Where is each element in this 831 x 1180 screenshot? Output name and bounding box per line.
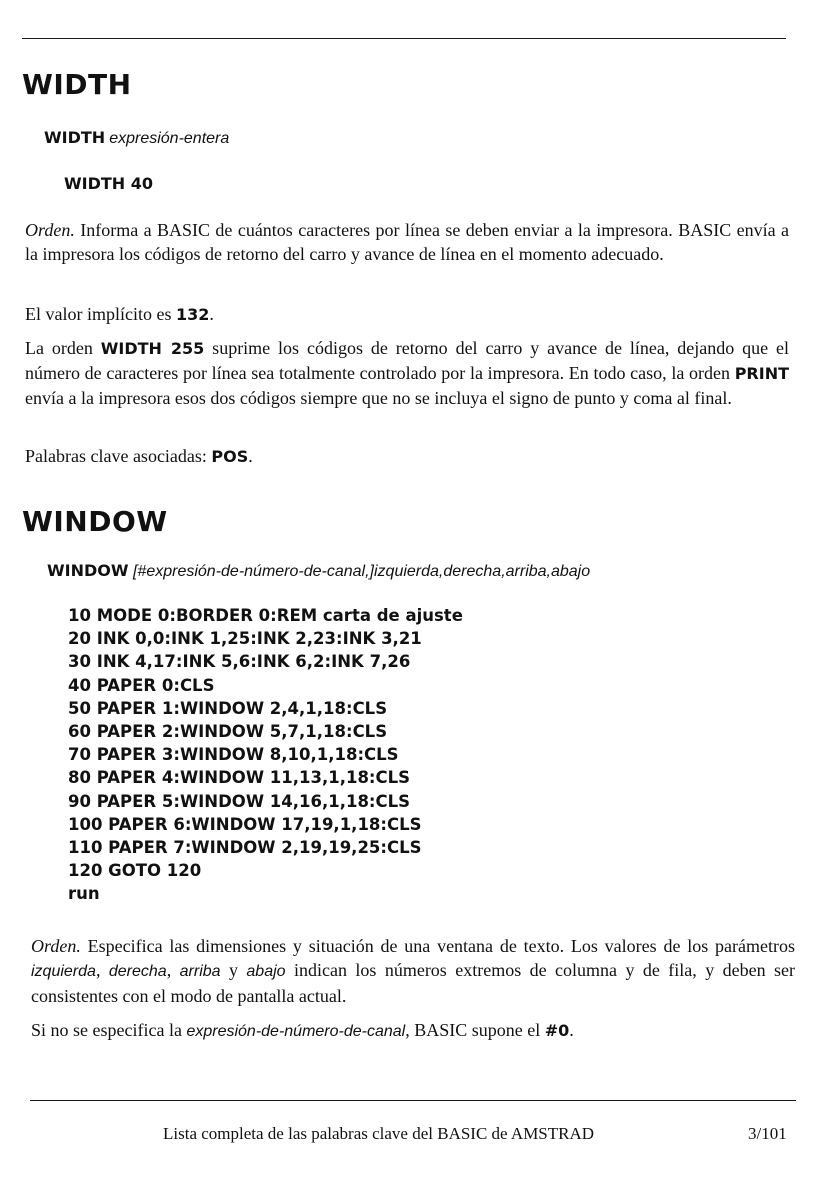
param-izquierda: izquierda [31,963,96,980]
window-syntax [47,561,590,581]
code-line: 70 PAPER 3:WINDOW 8,10,1,18:CLS [68,745,399,765]
width-desc-lead: Orden. [25,220,75,240]
width-example: WIDTH 40 [64,174,154,193]
assoc-label: Palabras clave asociadas: [25,446,212,466]
code-line: 100 PAPER 6:WINDOW 17,19,1,18:CLS [68,814,422,834]
code-line: 10 MODE 0:BORDER 0:REM carta de ajuste [68,606,463,625]
window-description [31,934,795,1008]
code-line: 80 PAPER 4:WINDOW 11,13,1,18:CLS [68,768,411,788]
width-syntax-keyword: WIDTH [44,128,106,147]
desc3-a: La orden [25,338,101,358]
top-rule [22,38,786,39]
sep: , [95,960,109,980]
width-syntax-args: expresión-entera [109,130,230,147]
code-line: 50 PAPER 1:WINDOW 2,4,1,18:CLS [68,698,388,718]
default-end: . [209,304,214,324]
default-label: El valor implícito es [25,304,176,324]
keyword-width-255: WIDTH 255 [100,339,205,358]
bottom-rule [30,1100,796,1101]
param-abajo: abajo [246,963,286,980]
desc3-b: suprime los códigos de retorno del carro y avance de línea, dejando que el número de caracteres por línea sea totalmente controlado por la impresora. En todo caso, la orden [25,338,790,383]
window-syntax-args: [#expresión-de-número-de-canal,]izquierda,derecha,arriba,abajo [128,563,591,580]
desc3-c: envía a la impresora esos dos códigos siempre que no se incluya el signo de punto y coma al final. [25,388,732,408]
window-desc-lead: Orden. [31,936,81,956]
footer-title: Lista completa de las palabras clave del BASIC de AMSTRAD [163,1124,595,1143]
param-arriba: arriba [179,963,221,980]
param-channel: expresión-de-número-de-canal [186,1023,406,1040]
code-line: 40 PAPER 0:CLS [68,675,215,695]
sep: , [166,960,180,980]
width-default-value [25,302,789,327]
code-line: 20 INK 0,0:INK 1,25:INK 2,23:INK 3,21 [68,629,422,649]
sep: y [220,960,247,980]
assoc-end: . [248,446,253,466]
desc2-b: , BASIC supone el [405,1020,545,1040]
window-default-channel [31,1018,795,1044]
window-code-listing [68,604,463,906]
width-associated-keywords [25,444,789,469]
code-line: 60 PAPER 2:WINDOW 5,7,1,18:CLS [68,722,388,742]
width-description [25,218,789,266]
param-derecha: derecha [108,963,167,980]
window-syntax-keyword: WINDOW [47,561,129,580]
width-desc-text: Informa a BASIC de cuántos caracteres por línea se deben enviar a la impresora. BASIC envía a la impresora los códigos de retorno del carro y avance de línea en el momento adecuado. [25,220,789,264]
window-desc-b: indican los números extremos de columna y de fila, y deben ser consistentes con el modo de pantalla actual. [31,960,796,1006]
keyword-print: PRINT [734,364,789,383]
window-heading: WINDOW [22,505,168,538]
desc2-a: Si no se especifica la [31,1020,187,1040]
width-syntax [44,128,229,148]
window-desc-a: Especifica las dimensiones y situación de una ventana de texto. Los valores de los parámetros [80,936,795,956]
page-number: 3/101 [748,1124,787,1143]
width-255-description [25,336,789,410]
code-line: run [68,884,100,904]
keyword-pos: POS [211,447,249,466]
desc2-end: . [569,1020,574,1040]
default-number: 132 [175,305,210,324]
code-line: 30 INK 4,17:INK 5,6:INK 6,2:INK 7,26 [68,652,411,672]
code-line: 110 PAPER 7:WINDOW 2,19,19,25:CLS [68,838,422,858]
channel-zero: #0 [544,1021,570,1040]
code-line: 120 GOTO 120 [68,861,202,881]
width-heading: WIDTH [22,68,132,101]
code-line: 90 PAPER 5:WINDOW 14,16,1,18:CLS [68,791,411,811]
